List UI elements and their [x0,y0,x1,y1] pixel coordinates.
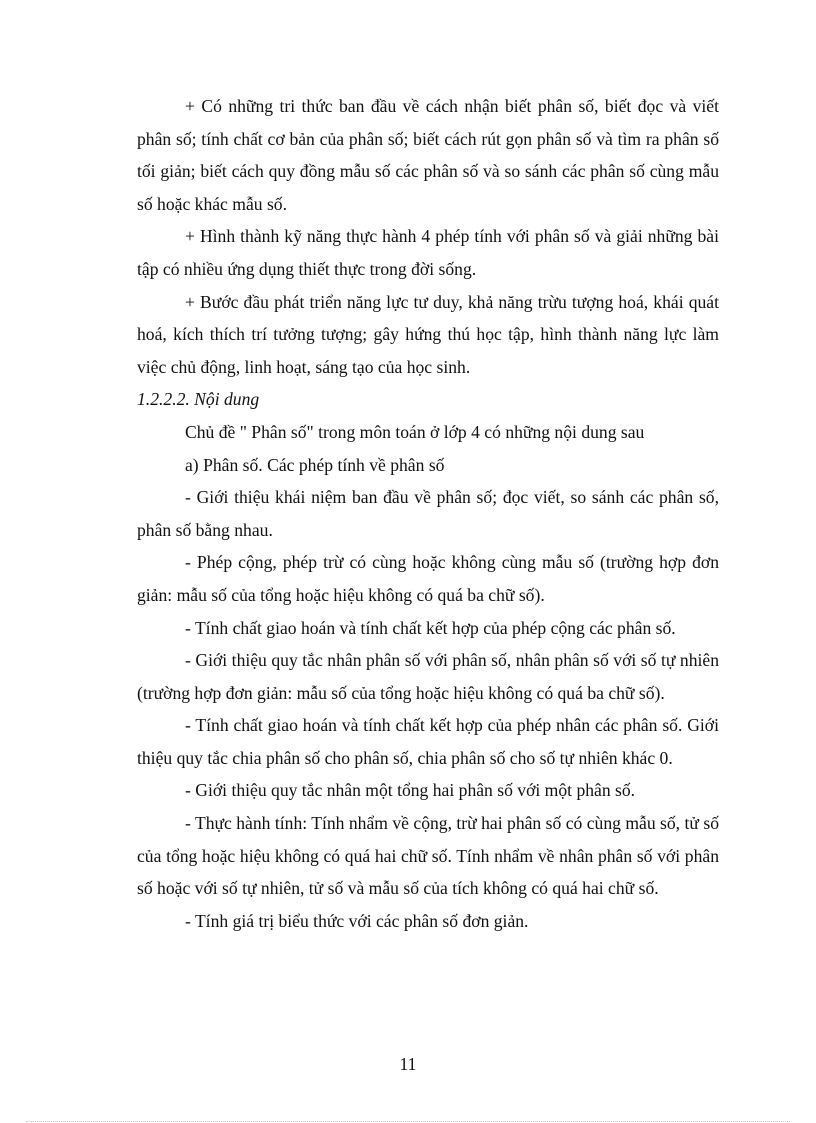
intro-line: Chủ đề " Phân số" trong môn toán ở lớp 4 có những nội dung sau [185,421,645,442]
subheading: a) Phân số. Các phép tính về phân số [185,454,445,475]
list-item: - Tính giá trị biểu thức với các phân số đơn giản. [185,910,529,931]
list-item: - Tính chất giao hoán và tính chất kết hợp của phép cộng các phân số. [185,617,676,638]
list-item: - Phép cộng, phép trừ có cùng hoặc không cùng mẫu số (trường hợp đơn giản: mẫu số của tổng hoặc hiệu không có quá ba chữ số). [137,552,719,605]
paragraph: + Hình thành kỹ năng thực hành 4 phép tính với phân số và giải những bài tập có nhiều ứng dụng thiết thực trong đời sống. [137,226,719,279]
page-edge-divider [26,1121,790,1122]
paragraph: + Có những tri thức ban đầu về cách nhận biết phân số, biết đọc và viết phân số; tính chất cơ bản của phân số; biết cách rút gọn phân số và tìm ra phân số tối giản; biết cách quy đồng mẫu số các phân số và so sánh các phân số cùng mẫu số hoặc khác mẫu số. [137,96,719,214]
list-item: - Giới thiệu quy tắc nhân một tổng hai phân số với một phân số. [185,780,636,801]
list-item: - Tính chất giao hoán và tính chất kết hợp của phép nhân các phân số. Giới thiệu quy tắc chia phân số cho phân số, chia phân số cho số tự nhiên khác 0. [137,715,719,768]
list-item: - Giới thiệu quy tắc nhân phân số với phân số, nhân phân số với số tự nhiên (trường hợp đơn giản: mẫu số của tổng hoặc hiệu không có quá ba chữ số). [137,650,719,703]
paragraph: + Bước đầu phát triển năng lực tư duy, khả năng trừu tượng hoá, khái quát hoá, kích thích trí tưởng tượng; gây hứng thú học tập, hình thành năng lực làm việc chủ động, linh hoạt, sáng tạo của học sinh. [137,291,719,377]
page-body [137,90,719,937]
list-item: - Giới thiệu khái niệm ban đầu về phân số; đọc viết, so sánh các phân số, phân số bằng nhau. [137,487,719,540]
list-item: - Thực hành tính: Tính nhẩm về cộng, trừ hai phân số có cùng mẫu số, tử số của tổng hoặc hiệu không có quá hai chữ số. Tính nhẩm về nhân phân số với phân số hoặc với số tự nhiên, tử số và mẫu số của tích không có quá hai chữ số. [137,813,719,899]
page-number: 11 [399,1054,417,1074]
section-heading: 1.2.2.2. Nội dung [137,389,260,410]
